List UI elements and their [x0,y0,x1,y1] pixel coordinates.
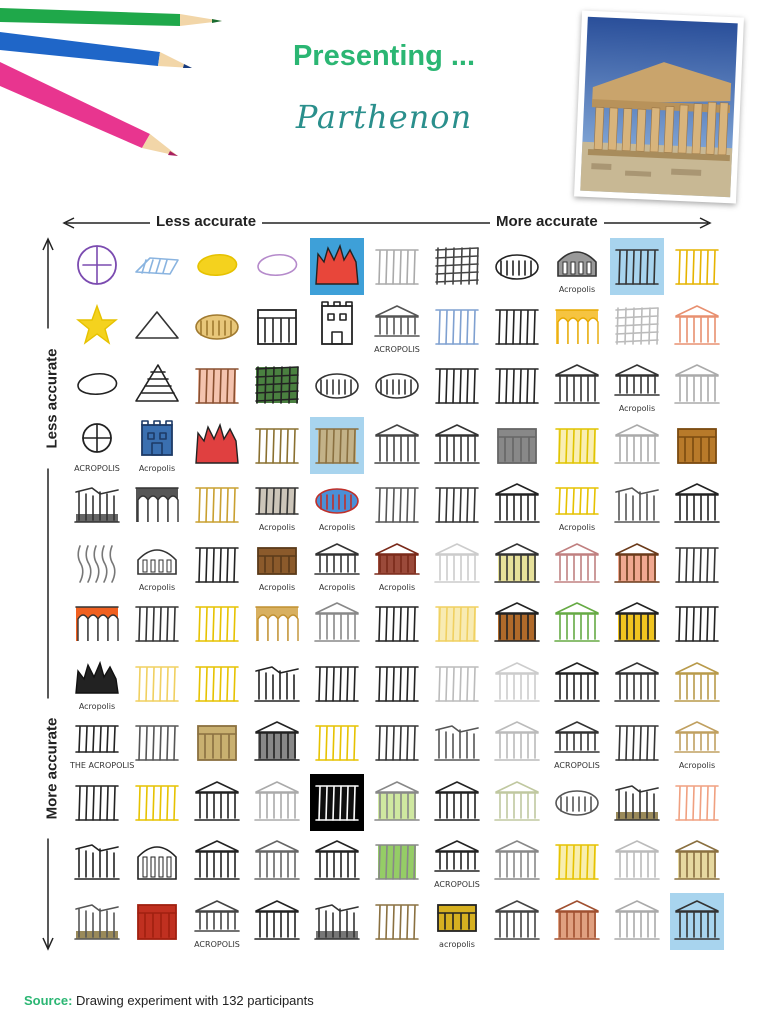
drawing-cell [370,476,424,533]
drawing-sketch [310,298,364,355]
drawing-sketch [250,833,304,890]
drawing-cell [310,476,364,533]
drawing-cell [250,536,304,593]
drawing-cell [610,357,664,414]
drawing-cell [310,714,364,771]
drawing-sketch [70,595,124,652]
drawing-caption: Acropolis [138,463,176,473]
drawing-sketch [310,655,364,712]
drawing-caption: ACROPOLIS [434,880,480,889]
drawing-cell [550,298,604,355]
drawing-sketch [550,536,604,593]
drawing-cell [190,238,244,295]
drawing-cell [310,536,364,593]
drawing-sketch [310,238,364,295]
drawing-cell [250,357,304,414]
drawing-sketch [490,238,544,295]
horizontal-axis-more-label: More accurate [490,213,604,230]
drawing-sketch [370,238,424,295]
drawing-sketch [670,298,724,355]
drawing-sketch [130,357,184,414]
drawing-sketch [670,357,724,414]
drawing-caption: Acropolis [618,404,656,413]
drawing-sketch [310,417,364,474]
drawing-cell [610,655,664,712]
drawing-caption: ACROPOLIS [374,344,420,354]
drawing-sketch [550,357,604,414]
drawing-cell [250,417,304,474]
drawing-cell [370,893,424,950]
drawing-sketch [550,595,604,652]
drawing-cell [310,655,364,712]
drawing-cell [130,476,184,533]
drawing-sketch [130,893,184,950]
drawing-cell [370,238,424,295]
drawing-cell [550,833,604,890]
drawing-caption: acropolis [439,939,475,949]
drawing-sketch [370,476,424,533]
drawing-cell [310,774,364,831]
vertical-axis-less-label: Less accurate [44,329,61,469]
drawing-cell [250,476,304,533]
drawing-sketch [190,417,244,474]
vertical-axis-more-label: More accurate [44,699,61,839]
drawing-cell [490,833,544,890]
source-text: Drawing experiment with 132 participants [76,993,314,1008]
drawing-cell [670,238,724,295]
drawing-cell [670,774,724,831]
drawing-cell [430,655,484,712]
drawing-sketch [130,595,184,652]
drawing-cell [70,536,124,593]
drawing-sketch [370,833,424,890]
drawing-cell [550,536,604,593]
drawing-caption: Acropolis [258,523,296,532]
drawing-cell [190,357,244,414]
drawing-cell [70,655,124,712]
drawing-cell [70,417,124,474]
drawing-sketch [490,714,544,771]
drawing-cell [250,655,304,712]
drawing-cell [430,417,484,474]
drawing-cell [310,833,364,890]
drawing-sketch [310,357,364,414]
drawing-cell [430,536,484,593]
drawing-cell [670,893,724,950]
drawing-sketch [550,774,604,831]
drawing-sketch [370,714,424,771]
drawing-sketch [250,238,304,295]
drawing-cell [430,238,484,295]
subject-title: Parthenon [295,98,473,136]
drawing-cell [130,833,184,890]
drawing-sketch [430,238,484,295]
drawing-cell [610,595,664,652]
drawing-sketch [190,238,244,295]
drawing-caption: Acropolis [318,582,356,592]
drawing-cell [550,893,604,950]
drawing-sketch [70,536,124,593]
drawing-cell [130,417,184,474]
drawing-sketch [490,536,544,593]
drawing-caption: Acropolis [138,582,176,592]
drawing-cell [490,298,544,355]
drawing-sketch [70,238,124,295]
drawing-sketch [130,298,184,355]
drawings-grid [70,238,730,954]
drawing-cell [610,298,664,355]
drawing-cell [310,595,364,652]
drawing-cell [370,714,424,771]
drawing-caption: Acropolis [258,582,296,592]
drawing-cell [430,714,484,771]
drawing-sketch [490,595,544,652]
drawing-cell [490,655,544,712]
drawing-sketch [370,893,424,950]
drawing-sketch [430,536,484,593]
drawing-sketch [490,476,544,533]
drawing-sketch [70,357,124,414]
drawing-cell [130,655,184,712]
drawing-cell [550,714,604,771]
drawing-cell [190,417,244,474]
drawing-sketch [610,238,664,295]
drawing-sketch [490,417,544,474]
drawing-cell [130,893,184,950]
drawing-cell [250,595,304,652]
drawing-sketch [190,536,244,593]
drawing-cell [370,595,424,652]
drawing-sketch [370,595,424,652]
drawing-sketch [250,893,304,950]
drawing-sketch [310,893,364,950]
drawing-cell [610,774,664,831]
drawing-sketch [370,357,424,414]
drawing-cell [190,774,244,831]
drawing-sketch [430,357,484,414]
drawing-cell [310,893,364,950]
drawing-sketch [670,238,724,295]
drawing-cell [670,298,724,355]
drawing-sketch [610,595,664,652]
drawing-sketch [610,714,664,771]
drawing-cell [70,833,124,890]
drawing-sketch [610,298,664,355]
drawing-sketch [70,298,124,355]
drawing-sketch [250,774,304,831]
drawing-cell [190,595,244,652]
drawing-cell [670,833,724,890]
drawing-caption: Acropolis [558,523,596,532]
drawing-caption: Acropolis [78,701,116,711]
drawing-cell [70,357,124,414]
drawing-sketch [370,774,424,831]
drawing-cell [610,417,664,474]
drawing-cell [430,595,484,652]
drawing-cell [550,655,604,712]
drawing-cell [490,536,544,593]
drawing-cell [130,298,184,355]
drawing-sketch [430,774,484,831]
drawing-sketch [250,655,304,712]
drawing-sketch [490,298,544,355]
drawing-cell [190,893,244,950]
drawing-sketch [250,714,304,771]
horizontal-axis-less-label: Less accurate [150,213,262,230]
drawing-cell [490,714,544,771]
drawing-sketch [250,357,304,414]
drawing-cell [550,417,604,474]
drawing-cell [490,595,544,652]
drawing-caption: Acropolis [318,523,356,532]
drawing-cell [490,774,544,831]
drawing-caption: Acropolis [678,761,716,770]
drawing-sketch [610,893,664,950]
page-title: Presenting ... [292,40,476,72]
drawing-cell [550,238,604,295]
drawing-cell [70,238,124,295]
drawing-sketch [490,655,544,712]
drawing-cell [70,714,135,771]
drawing-cell [70,893,124,950]
drawing-sketch [430,298,484,355]
drawing-caption: Acropolis [378,582,416,592]
drawing-caption: THE ACROPOLIS [70,761,135,770]
drawing-caption: Acropolis [558,285,596,294]
drawing-sketch [550,298,604,355]
drawing-sketch [250,595,304,652]
drawing-cell [670,476,724,533]
drawing-cell [70,774,124,831]
drawing-cell [310,417,364,474]
drawing-sketch [550,893,604,950]
drawing-cell [490,357,544,414]
drawing-sketch [250,298,304,355]
drawing-cell [670,655,724,712]
drawing-sketch [130,714,184,771]
drawing-cell [250,833,304,890]
drawing-cell [190,536,244,593]
drawing-sketch [250,417,304,474]
drawing-sketch [610,476,664,533]
drawing-sketch [670,595,724,652]
drawing-cell [550,595,604,652]
drawing-sketch [190,655,244,712]
drawing-cell [550,774,604,831]
drawing-cell [130,595,184,652]
drawing-sketch [610,655,664,712]
drawing-cell [430,298,484,355]
drawing-cell [370,833,424,890]
drawing-sketch [310,833,364,890]
drawing-cell [370,655,424,712]
drawing-cell [310,298,364,355]
drawing-sketch [130,774,184,831]
drawing-cell [550,357,604,414]
drawing-cell [610,238,664,295]
drawing-cell [670,714,724,771]
drawing-cell [430,833,484,890]
source-note [24,993,314,1008]
drawing-sketch [670,536,724,593]
drawing-sketch [370,655,424,712]
drawing-sketch [310,774,364,831]
drawing-sketch [490,833,544,890]
drawing-sketch [310,714,364,771]
drawing-cell [250,893,304,950]
drawing-cell [130,774,184,831]
drawing-cell [610,833,664,890]
drawing-sketch [190,476,244,533]
drawing-sketch [550,655,604,712]
drawing-cell [430,476,484,533]
drawing-cell [70,298,124,355]
drawing-cell [370,417,424,474]
drawing-sketch [490,774,544,831]
drawing-cell [250,298,304,355]
drawing-sketch [670,833,724,890]
drawing-sketch [610,536,664,593]
drawing-cell [370,774,424,831]
drawing-cell [370,298,424,355]
drawing-sketch [430,417,484,474]
drawing-cell [490,893,544,950]
drawing-cell [610,536,664,593]
drawing-sketch [490,893,544,950]
drawing-cell [190,476,244,533]
drawing-sketch [430,714,484,771]
drawing-sketch [310,595,364,652]
drawing-sketch [430,595,484,652]
drawing-sketch [190,357,244,414]
drawing-caption: ACROPOLIS [554,761,600,770]
drawing-cell [430,774,484,831]
drawing-sketch [370,417,424,474]
drawing-cell [310,238,364,295]
drawing-sketch [610,774,664,831]
drawing-cell [70,476,124,533]
drawing-cell [190,655,244,712]
drawing-sketch [610,833,664,890]
drawing-sketch [670,893,724,950]
drawing-cell [310,357,364,414]
drawing-sketch [130,655,184,712]
drawing-sketch [130,833,184,890]
drawing-cell [250,774,304,831]
drawing-sketch [490,357,544,414]
source-label: Source: [24,993,73,1008]
drawing-sketch [550,417,604,474]
drawing-cell [130,357,184,414]
drawing-sketch [610,417,664,474]
drawing-sketch [190,595,244,652]
drawing-sketch [430,476,484,533]
drawing-sketch [130,238,184,295]
drawing-cell [670,595,724,652]
drawing-sketch [70,833,124,890]
drawing-cell [370,357,424,414]
drawing-sketch [670,655,724,712]
drawing-sketch [670,476,724,533]
drawing-cell [670,536,724,593]
drawing-caption: ACROPOLIS [74,463,120,473]
drawing-caption: ACROPOLIS [194,939,240,949]
drawing-cell [610,714,664,771]
drawing-sketch [70,893,124,950]
drawing-sketch [130,476,184,533]
drawing-cell [490,238,544,295]
drawing-sketch [550,833,604,890]
drawing-cell [610,476,664,533]
drawing-cell [250,714,304,771]
drawing-cell [190,833,244,890]
drawing-cell [130,714,184,771]
drawing-sketch [670,774,724,831]
drawing-sketch [70,774,124,831]
drawing-cell [670,417,724,474]
drawing-cell [130,238,184,295]
parthenon-photo [574,11,744,204]
drawing-sketch [190,833,244,890]
drawing-cell [190,298,244,355]
colored-pencils-image [0,0,240,170]
drawing-cell [130,536,184,593]
drawing-cell [430,357,484,414]
drawing-sketch [190,298,244,355]
drawing-sketch [670,417,724,474]
drawing-sketch [190,774,244,831]
drawing-cell [190,714,244,771]
drawing-cell [490,417,544,474]
drawing-sketch [430,655,484,712]
drawing-cell [70,595,124,652]
drawing-cell [430,893,484,950]
drawing-cell [610,893,664,950]
drawing-sketch [70,476,124,533]
drawing-cell [670,357,724,414]
drawing-cell [550,476,604,533]
drawing-cell [250,238,304,295]
drawing-cell [490,476,544,533]
drawing-cell [370,536,424,593]
drawing-sketch [190,714,244,771]
